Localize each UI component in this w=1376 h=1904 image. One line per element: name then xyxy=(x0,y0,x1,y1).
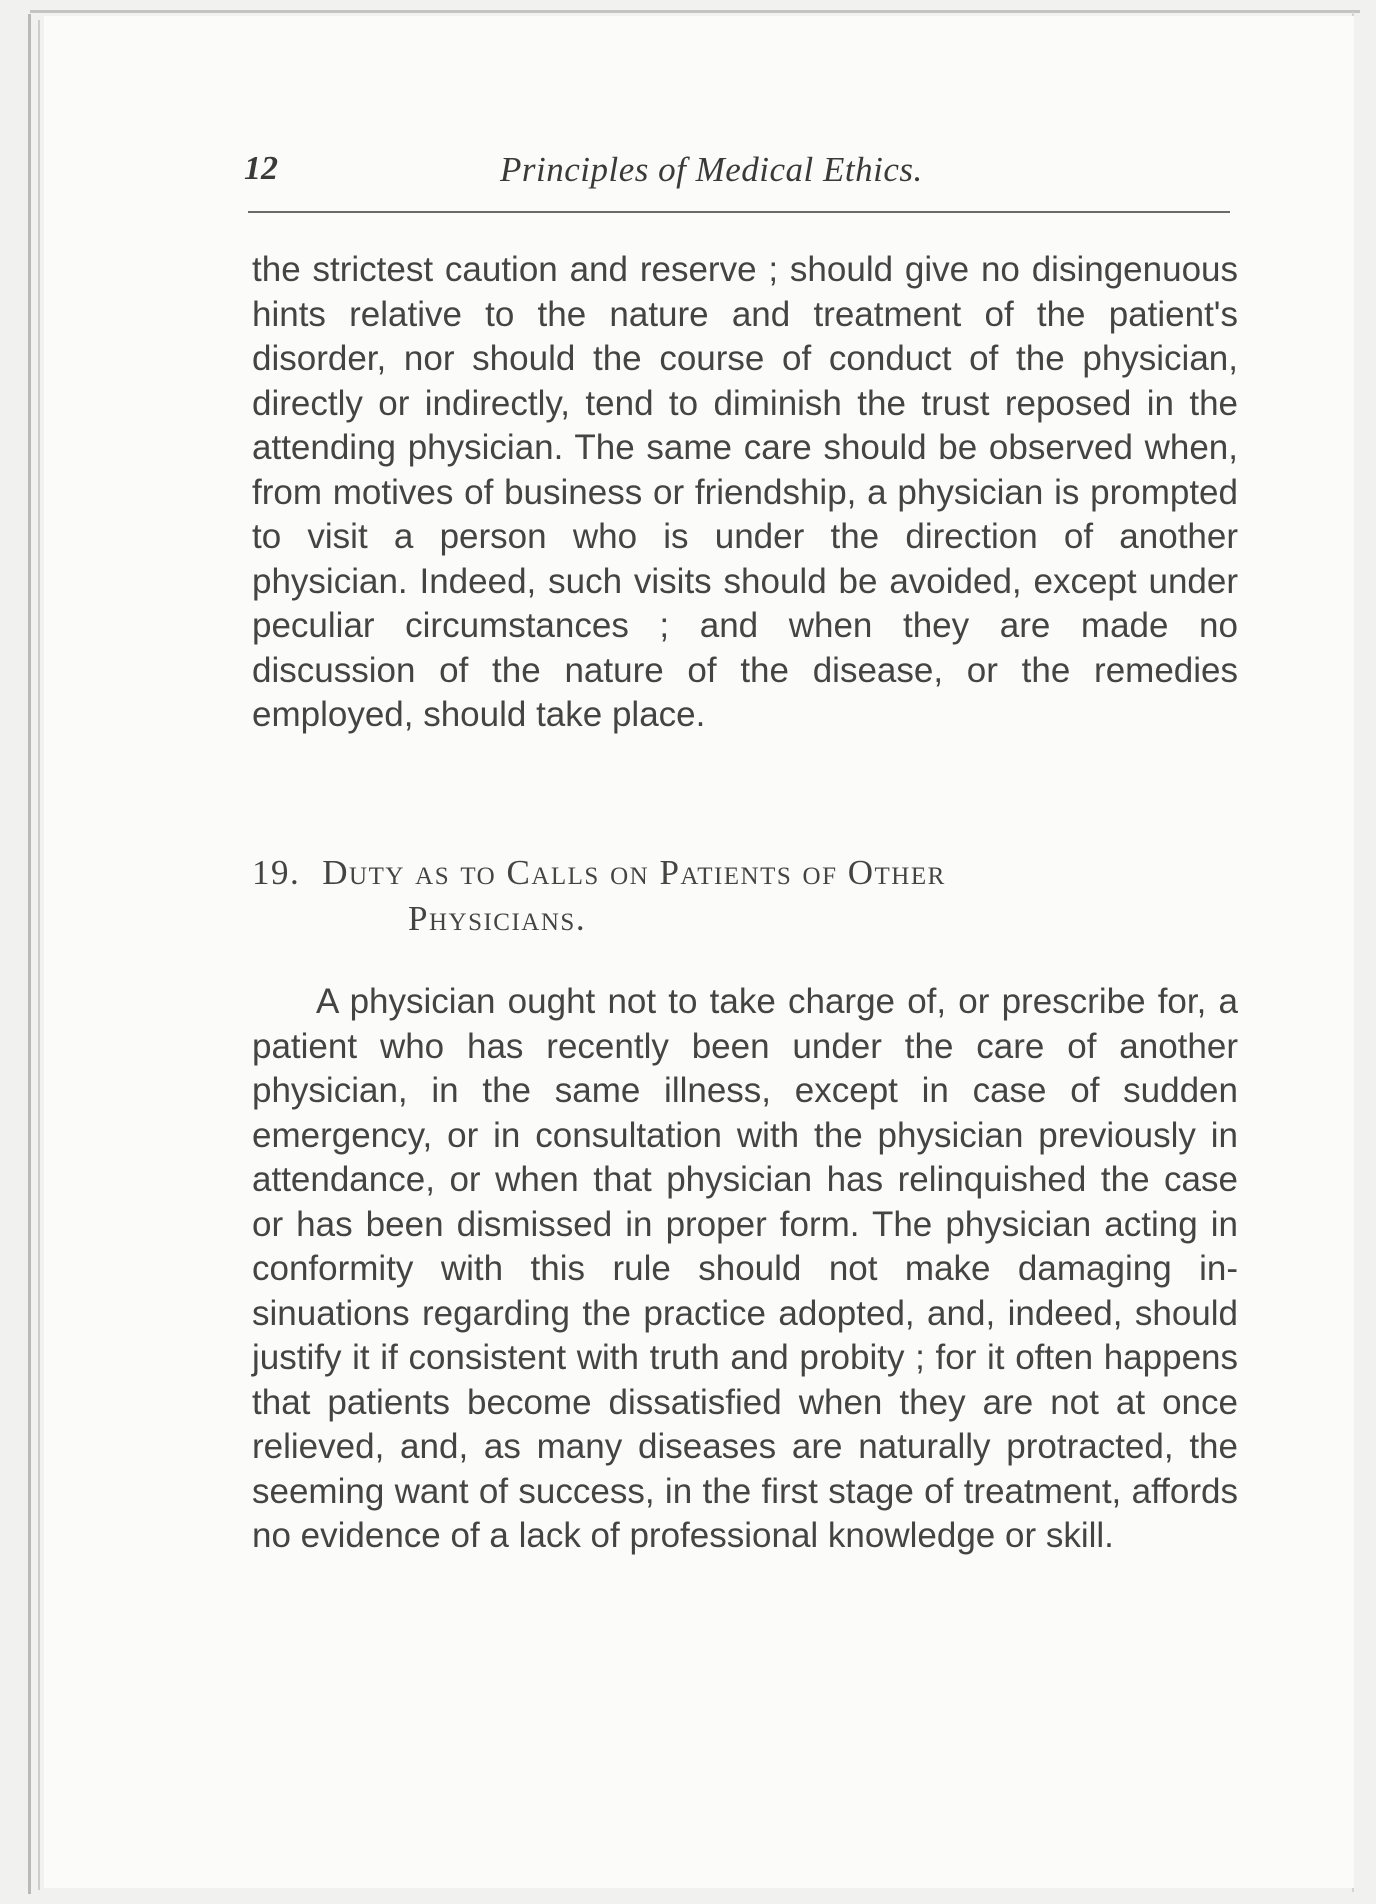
section-number: 19. xyxy=(252,853,301,892)
running-header xyxy=(244,150,1230,200)
page-edge-left xyxy=(28,14,31,1894)
section-heading xyxy=(252,850,1238,942)
section-title-line-2: Physicians. xyxy=(408,899,587,938)
paragraph-continued: the strictest caution and reserve ; should give no disingenuous hints relative to the nature and treatment of the patient's disorder, nor should the course of conduct of the physician, directly or indirectly, tend to diminish the trust reposed in the attending physician. The same care should be observed when, from motives of business or friendship, a physician is prompted to visit a person who is under the direction of another physician. Indeed, such visits should be avoided, except under peculiar circumstances ; and when they are made no discussion of the nature of the disease, or the remedies employed, should take place. xyxy=(252,250,1238,734)
section-title-line-1: Duty as to Calls on Patients of Other xyxy=(322,853,946,892)
paragraph-section-19: A physician ought not to take charge of, or prescribe for, a patient who has recently been under the care of another physician, in the same illness, except in case of sudden emergency, or in consultation with the physician previously in attendance, or when that physician has relinquished the case or has been dismissed in proper form. The physician acting in conformity with this rule should not make damaging insinuations regarding the practice adopted, and, indeed, should justify it if consistent with truth and probity ; for it often happens that patients become dissatisfied when they are not at once relieved, and, as many diseases are naturally protracted, the seeming want of success, in the first stage of treatment, affords no evidence of a lack of professional knowledge or skill. xyxy=(252,982,1238,1555)
header-rule xyxy=(248,211,1230,213)
page-edge-left-inner xyxy=(38,20,40,1890)
running-title: Principles of Medical Ethics. xyxy=(500,150,923,189)
page-edge-top xyxy=(30,10,1360,13)
page-number: 12 xyxy=(244,150,278,187)
